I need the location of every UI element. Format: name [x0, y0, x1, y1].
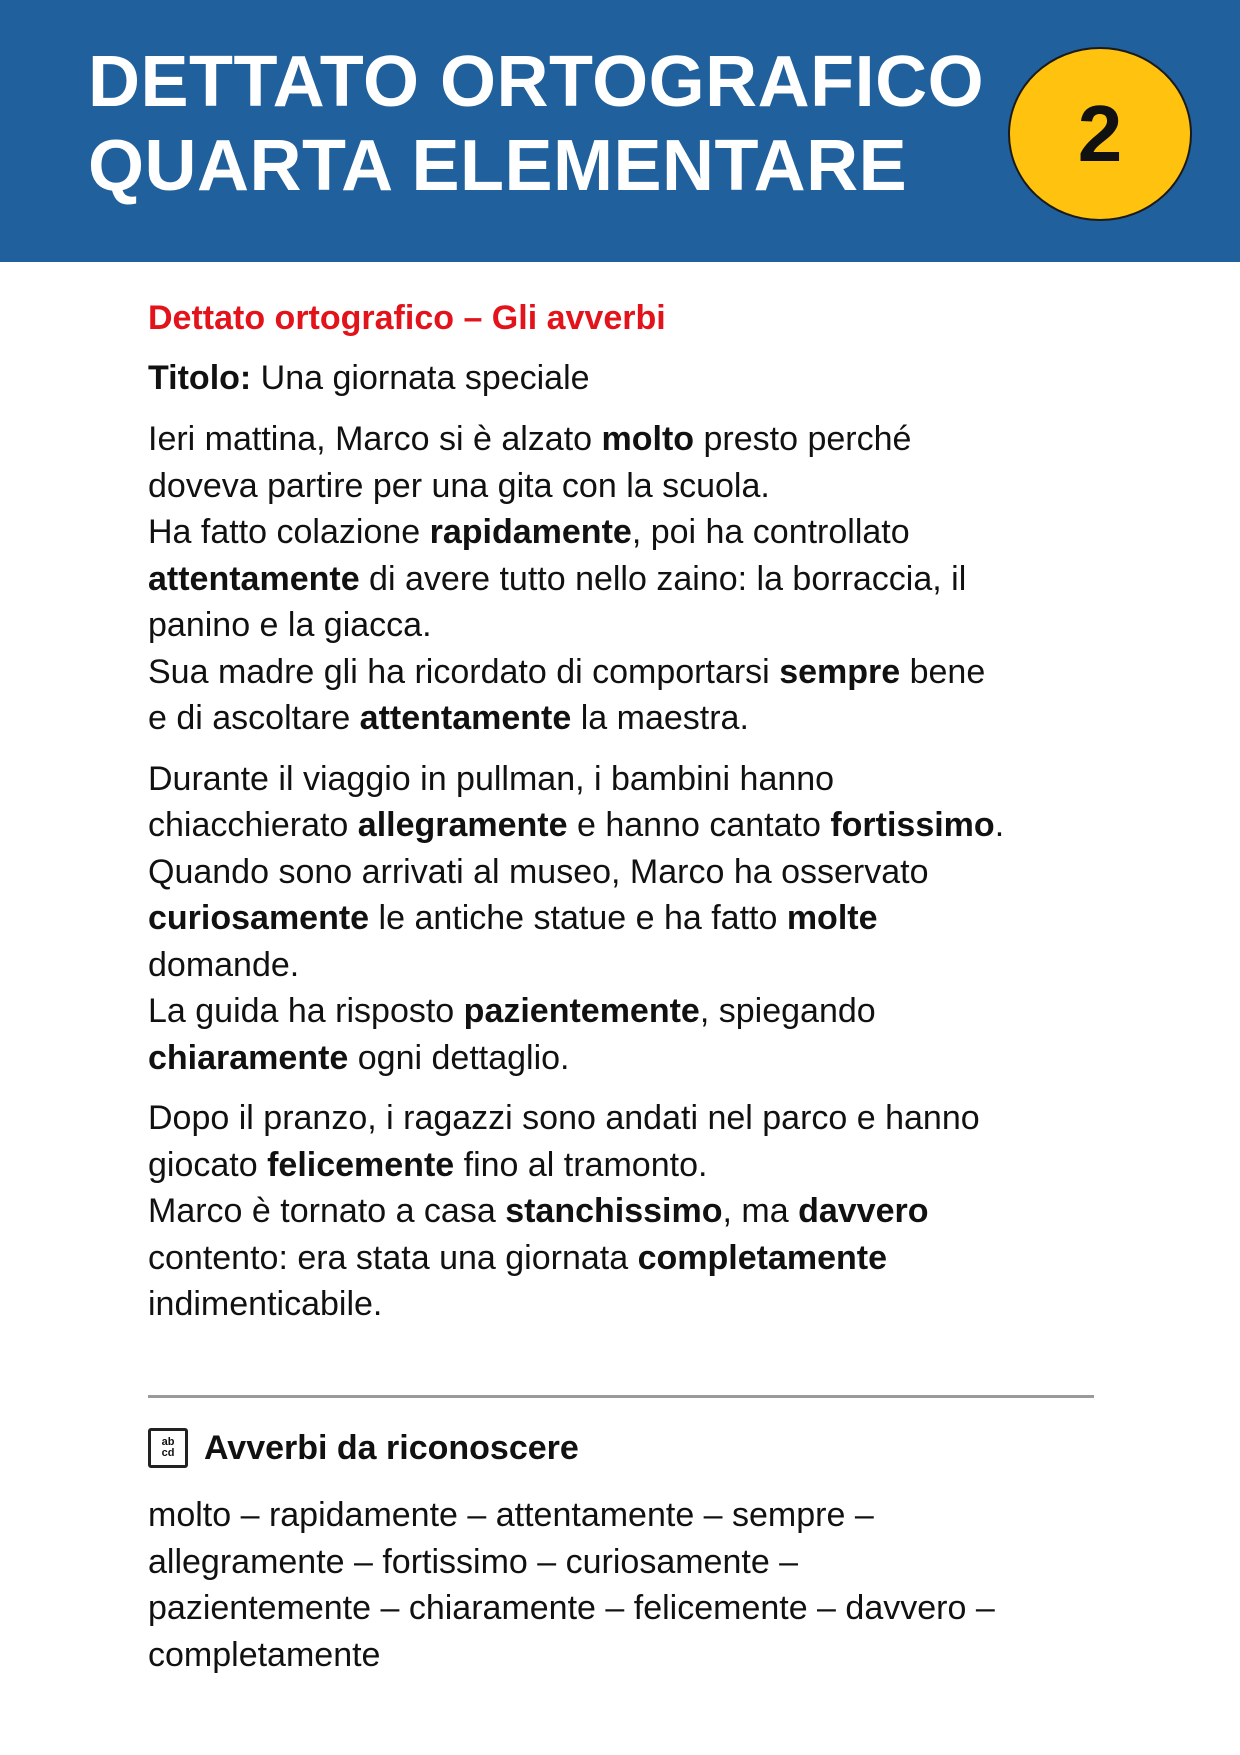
- text-run: , ma: [722, 1192, 799, 1230]
- story-title-value: Una giornata speciale: [251, 359, 590, 397]
- text-run: contento: era stata una giornata: [148, 1238, 638, 1277]
- text-run: Sua madre gli ha ricordato di comportarsi: [148, 652, 780, 691]
- text-run: .: [994, 806, 1005, 844]
- text-run: Ha fatto colazione: [148, 513, 430, 551]
- paragraph-3: [148, 1095, 1098, 1328]
- text-run: ogni dettaglio.: [348, 1038, 570, 1077]
- text-line: [148, 988, 1098, 1035]
- text-line: [148, 695, 1098, 742]
- adverb-word: chiaramente: [148, 1038, 349, 1077]
- text-line: [148, 1035, 1098, 1082]
- adverb-word: stanchissimo: [505, 1192, 723, 1230]
- text-line: [148, 509, 1098, 556]
- abcd-icon: [148, 1428, 188, 1468]
- text-line: [148, 556, 1098, 603]
- text-run: la maestra.: [571, 699, 749, 737]
- text-line: [148, 416, 1098, 463]
- adverb-word: sempre: [779, 652, 901, 691]
- adverb-word: molto: [601, 420, 695, 458]
- text-line: [148, 1142, 1098, 1189]
- text-line: panino e la giacca.: [148, 606, 432, 644]
- text-line: Quando sono arrivati al museo, Marco ha osservato: [148, 852, 929, 891]
- paragraph-2: [148, 756, 1098, 1082]
- adverb-word: completamente: [637, 1238, 887, 1277]
- adverbs-heading-text: Avverbi da riconoscere: [204, 1428, 579, 1467]
- text-line: Dopo il pranzo, i ragazzi sono andati nel parco e hanno: [148, 1099, 980, 1137]
- text-run: presto perché: [694, 420, 912, 458]
- adverb-word: attentamente: [148, 559, 360, 598]
- adverb-word: fortissimo: [830, 806, 995, 844]
- text-run: le antiche statue e ha fatto: [369, 899, 787, 937]
- text-run: fino al tramonto.: [454, 1145, 708, 1184]
- adverb-word: felicemente: [267, 1145, 455, 1184]
- text-line: [148, 802, 1098, 849]
- page-title: [88, 40, 984, 208]
- abcd-icon-bottom: cd: [161, 1447, 175, 1459]
- text-run: , poi ha controllato: [631, 513, 910, 551]
- story-title: [148, 354, 1098, 402]
- text-line: [148, 1235, 1098, 1282]
- abcd-icon-top: ab: [161, 1436, 175, 1448]
- text-run: , spiegando: [699, 992, 876, 1030]
- page-title-line-1: DETTATO ORTOGRAFICO: [88, 42, 985, 122]
- text-line: indimenticabile.: [148, 1285, 383, 1323]
- adverbs-line: completamente: [148, 1635, 381, 1674]
- story-title-label: Titolo:: [148, 359, 252, 397]
- text-run: bene: [900, 652, 986, 691]
- dictation-content: [148, 290, 1098, 1328]
- adverbs-line: pazientemente – chiaramente – felicemente – davvero –: [148, 1589, 995, 1627]
- header-banner: [0, 0, 1240, 262]
- paragraph-1: [148, 416, 1098, 742]
- bold-word: molte: [786, 899, 878, 937]
- adverb-word: pazientemente: [463, 992, 700, 1030]
- text-line: [148, 1188, 1098, 1235]
- adverb-word: attentamente: [359, 699, 572, 737]
- text-line: Durante il viaggio in pullman, i bambini hanno: [148, 759, 835, 798]
- text-line: [148, 649, 1098, 696]
- text-run: di avere tutto nello zaino: la borraccia, il: [359, 559, 967, 598]
- text-run: chiacchierato: [148, 806, 358, 844]
- text-line: doveva partire per una gita con la scuola.: [148, 466, 770, 505]
- text-line: [148, 895, 1098, 942]
- adverbs-list: [148, 1492, 1098, 1678]
- dictation-subtitle: Dettato ortografico – Gli avverbi: [148, 299, 666, 337]
- text-run: Ieri mattina, Marco si è alzato: [148, 420, 602, 458]
- adverb-word: allegramente: [357, 806, 568, 844]
- page-title-line-2: QUARTA ELEMENTARE: [88, 126, 908, 206]
- text-run: e di ascoltare: [148, 699, 360, 737]
- section-divider: [148, 1395, 1094, 1398]
- text-run: Marco è tornato a casa: [148, 1192, 506, 1230]
- adverb-word: rapidamente: [429, 513, 632, 551]
- adverbs-line: allegramente – fortissimo – curiosamente –: [148, 1542, 799, 1581]
- number-badge: 2: [1008, 47, 1192, 221]
- text-run: La guida ha risposto: [148, 992, 464, 1030]
- text-run: giocato: [148, 1145, 268, 1184]
- adverbs-heading: [148, 1428, 579, 1468]
- adverb-word: curiosamente: [148, 899, 370, 937]
- adverb-word: davvero: [798, 1192, 929, 1230]
- adverbs-line: molto – rapidamente – attentamente – sempre –: [148, 1496, 874, 1534]
- text-run: e hanno cantato: [567, 806, 831, 844]
- text-line: domande.: [148, 945, 300, 984]
